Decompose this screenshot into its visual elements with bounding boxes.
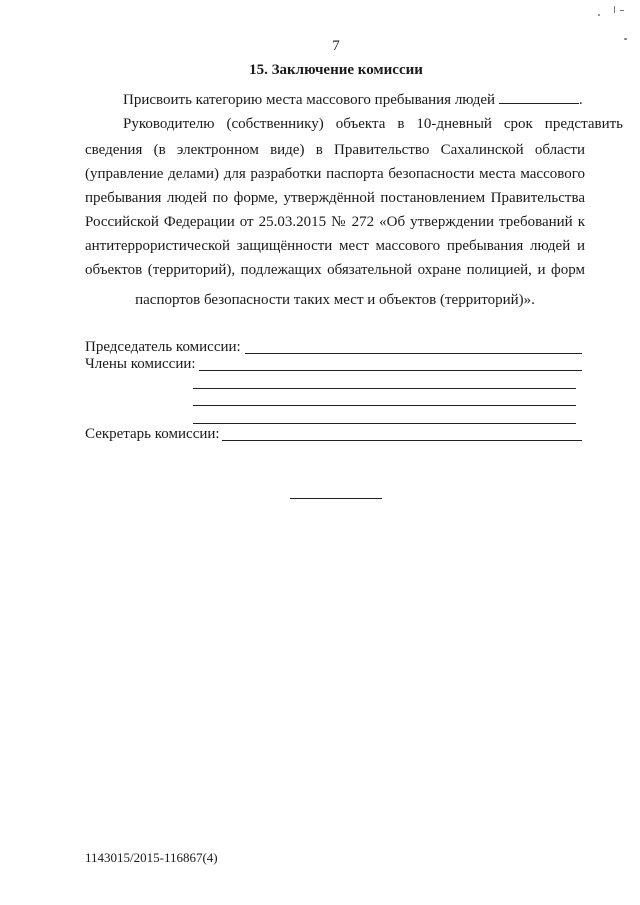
member-signature-line-1[interactable]: [199, 370, 582, 371]
body-line-1: Руководителю (собственнику) объекта в 10-дневный срок представить: [123, 116, 623, 132]
document-code: 1143015/2015-116867(4): [85, 850, 218, 865]
member-signature-line-4[interactable]: [193, 423, 576, 424]
member-signature-line-3[interactable]: [193, 405, 576, 406]
secretary-label: Секретарь комиссии:: [85, 426, 220, 442]
end-divider: [290, 498, 382, 499]
body-line-2: сведения (в электронном виде) в Правительство Сахалинской области: [85, 142, 585, 158]
scan-speck: [624, 38, 627, 40]
scan-speck: [598, 14, 600, 16]
category-suffix: .: [578, 92, 583, 108]
section-title: 15. Заключение комиссии: [249, 62, 423, 78]
scan-speck: [614, 6, 615, 13]
body-line-4: пребывания людей по форме, утверждённой постановлением Правительства: [85, 190, 585, 206]
body-line-5: Российской Федерации от 25.03.2015 № 272 «Об утверждении требований к: [85, 214, 585, 230]
category-paragraph: [85, 89, 623, 109]
category-blank-field[interactable]: [499, 89, 579, 104]
members-label: Члены комиссии:: [85, 356, 196, 372]
body-line-7: объектов (территорий), подлежащих обязательной охране полицией, и форм: [85, 262, 585, 278]
member-signature-line-2[interactable]: [193, 388, 576, 389]
body-line-6: антитеррористической защищённости мест массового пребывания людей и: [85, 238, 585, 254]
body-line-8: паспортов безопасности таких мест и объектов (территорий)».: [135, 292, 535, 308]
category-text: Присвоить категорию места массового пребывания людей: [123, 92, 496, 108]
page-number: 7: [332, 38, 340, 54]
chairman-label: Председатель комиссии:: [85, 339, 241, 355]
chairman-signature-line[interactable]: [245, 353, 582, 354]
scan-speck: [620, 10, 624, 11]
body-line-3: (управление делами) для разработки паспорта безопасности места массового: [85, 166, 585, 182]
secretary-signature-line[interactable]: [222, 440, 582, 441]
